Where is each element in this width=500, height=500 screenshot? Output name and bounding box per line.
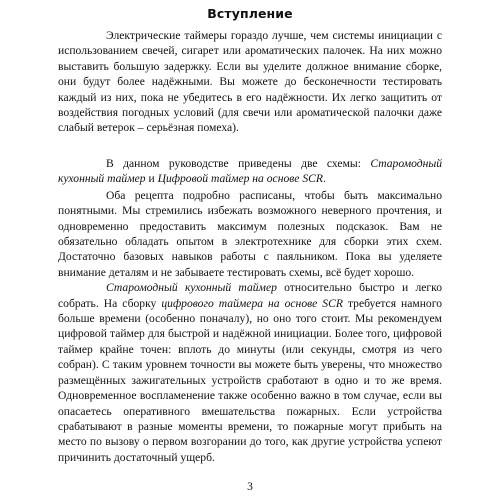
paragraph-4-text-2: требуется намного больше времени (особенно поначалу), но оно того стоит. Мы рекомендуем цифровой таймер для быстрой и надёжной инициации. Более того, цифровой таймер крайне точен: вплоть до минуты (или секунды, смотря из чего собран). С таким уровнем точности вы можете быть уверены, что множество размещённых зажигательных устройств сработают в одно и то же время. Одновременное воспламенение также особенно важно в том случае, если вы опасаетесь оперативного вмешательства пожарных. Если устройства срабатывают в разные моменты времени, то пожарные могут прибыть на место по вызову о первом возгорании до того, как другие устройства успеют причинить достаточный ущерб.: [58, 296, 442, 464]
paragraph-1: Электрические таймеры гораздо лучше, чем системы инициации с использованием свечей, сигарет или ароматических палочек. На них можно выставить большую задержку. Если вы уделите должное внимание сборке, они будут более надёжными. Вы можете до бесконечности тестировать каждый из них, пока не убедитесь в его надёжности. Их легко защитить от воздействия погодных условий (для свечи или ароматической палочки даже слабый ветерок – серьёзная помеха).: [58, 29, 442, 135]
paragraph-3: Оба рецепта подробно расписаны, чтобы быть максимально понятными. Мы стремились избежать возможного неверного прочтения, и одновременно предоставить максимум полезных подсказок. Вам не обязательно обладать опытом в электротехнике для сборки этих схем. Достаточно базовых навыков работы с паяльником. Пока вы уделяете внимание деталям и не забываете тестировать схемы, всё будет хорошо.: [58, 188, 442, 279]
paragraph-4-text-1: относительно быстро и легко собрать. На сборку: [58, 281, 442, 310]
paragraph-1-block: [58, 28, 442, 136]
paragraph-2-text-after: .: [322, 172, 326, 186]
page-number: 3: [247, 481, 253, 493]
section-title: Вступление: [207, 6, 293, 21]
paragraph-2-text-before: В данном руководстве приведены две схемы:: [106, 157, 371, 170]
paragraph-4-italic-2: цифрового таймера на основе SCR: [161, 296, 343, 310]
paragraph-4: [58, 280, 442, 465]
paragraph-4-italic-1: Старомодный кухонный таймер: [106, 281, 277, 295]
paragraph-2: [58, 156, 442, 187]
paragraph-2-italic-2: Цифровой таймер на основе SCR: [157, 172, 323, 186]
paragraph-2-italic-1: Старомодный кухонный таймер: [58, 157, 442, 186]
main-text-block: [58, 156, 442, 465]
paragraph-2-text-middle: и: [145, 172, 158, 186]
